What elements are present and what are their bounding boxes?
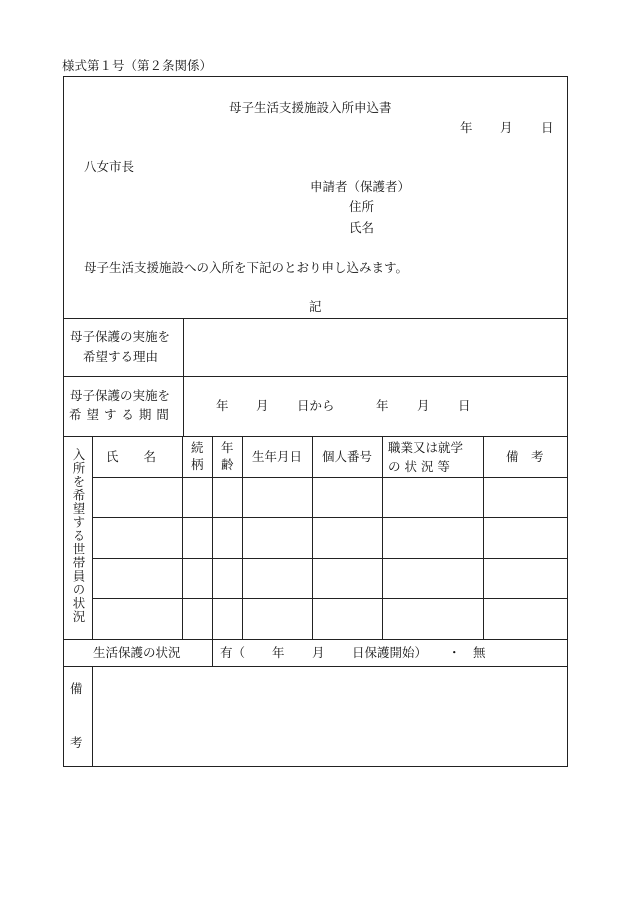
- period-label-line1: 母子保護の実施を: [70, 388, 171, 403]
- applicant-label: 申請者（保護者）: [310, 179, 411, 194]
- reason-label-line2: 希望する理由: [83, 349, 159, 364]
- form-title: 母子生活支援施設入所申込書: [229, 100, 392, 115]
- date-year: 年: [460, 120, 473, 135]
- period-from-day[interactable]: 日から: [297, 398, 335, 413]
- header-id-number: 個人番号: [322, 449, 373, 464]
- period-to-year[interactable]: 年: [376, 398, 389, 413]
- welfare-start: 日保護開始）: [352, 645, 428, 660]
- welfare-separator: ・: [448, 645, 461, 660]
- bikou-label-2: 考: [70, 735, 83, 750]
- table-row[interactable]: [93, 478, 567, 517]
- header-job-1: 職業又は就学: [388, 440, 464, 455]
- remarks-field[interactable]: [93, 667, 567, 766]
- welfare-yes[interactable]: 有（: [220, 645, 246, 660]
- border-right: [567, 76, 568, 767]
- period-label-line2: 希 望 す る 期 間: [69, 407, 170, 422]
- applicant-address-label: 住所: [349, 199, 375, 214]
- welfare-year: 年: [272, 645, 285, 660]
- table-row[interactable]: [93, 518, 567, 558]
- welfare-label: 生活保護の状況: [93, 645, 181, 660]
- header-relation-2: 柄: [191, 457, 204, 472]
- date-day: 日: [541, 120, 554, 135]
- table-row[interactable]: [93, 599, 567, 639]
- border-top: [63, 76, 568, 77]
- members-side-label: 入所を希望する世帯員の状況: [71, 448, 86, 624]
- border-bottom: [63, 766, 568, 767]
- header-age-2: 齢: [221, 457, 234, 472]
- application-statement: 母子生活支援施設への入所を下記のとおり申し込みます。: [84, 260, 409, 275]
- form-number: 様式第１号（第２条関係）: [62, 58, 213, 73]
- header-dob: 生年月日: [252, 449, 303, 464]
- table-row[interactable]: [93, 559, 567, 598]
- welfare-no[interactable]: 無: [473, 645, 486, 660]
- header-age-1: 年: [221, 440, 234, 455]
- header-job-2: の 状 況 等: [388, 459, 450, 474]
- period-to-day[interactable]: 日: [458, 398, 471, 413]
- reason-field[interactable]: [184, 319, 567, 376]
- border-left: [63, 76, 64, 767]
- period-from-year[interactable]: 年: [216, 398, 229, 413]
- period-from-month[interactable]: 月: [256, 398, 269, 413]
- period-to-month[interactable]: 月: [417, 398, 430, 413]
- header-name: 氏 名: [106, 449, 157, 464]
- ki-label: 記: [309, 299, 322, 314]
- header-relation-1: 続: [191, 440, 204, 455]
- date-month: 月: [500, 120, 513, 135]
- welfare-month: 月: [312, 645, 325, 660]
- applicant-name-label: 氏名: [349, 220, 375, 235]
- header-remarks: 備 考: [506, 449, 544, 464]
- addressee: 八女市長: [84, 159, 135, 174]
- reason-label-line1: 母子保護の実施を: [70, 329, 171, 344]
- bikou-label-1: 備: [70, 681, 83, 696]
